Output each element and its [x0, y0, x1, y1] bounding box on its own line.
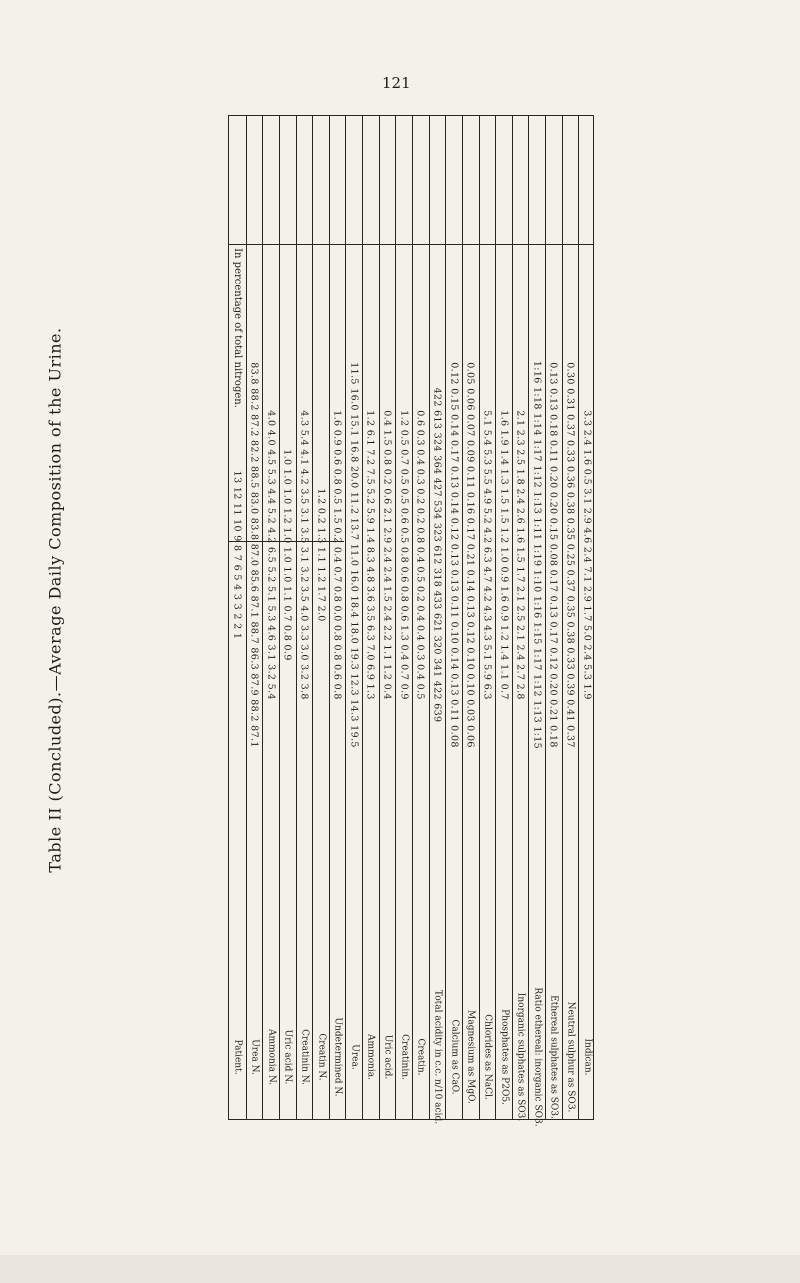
data-table: In percentage of total nitrogen. Patient. 13 12 11 10 9 8 7 6 5 4 3 3 2 2 1 Urea N. 83.8 88.2 87.2 82.2 88.5 83.0 83.8 87.0 85.6 87.1 88.7 86.3 87.9 88.2 87.1 Ammonia N. 4.0 4.0 4.5 5.3 4.4 5.2 4.2 6.5 5.2 5.1 5.3 4.6 3.1 3.2 5.4 Uric acid N. 1.0 1.0 1.0 1.2 1.0 1.0 1.0 1.1 0.7 0.8 0.9 Creatinin N. 4.3 5.4 4.1 4.2 3.5 3.1 3.5 3.1 3.2 3.5 4.0 3.3 3.0 3.2 3.8 Creatin N. 1.2 0.2 1.3 1.1 1.2 1.7 2.0 Undetermined N. 1.6 0.9 0.6 0.8 0.5 1.5 0.2 0.4 0.7 0.8 0.0 0.8 0.8 0.6 0.8 Urea. 11.5 16.0 15.1 16.8 20.0 11.2 13.7 11.0 16.0 18.4 18.0 19.3 12.3 14.3 19.5 Ammonia. 1.2 6.1 7.2 7.5 5.2 5.9 1.4 8.3 4.8 3.6 3.5 6.3 7.0 6.9 1.3 Uric acid. 0.4 1.5 0.8 0.2 0.6 2.1 2.9 2.4 2.4 1.5 2.4 2.2 1.1 1.2 0.4 Creatinin. 1.2 0.5 0.7 0.5 0.5 0.6 0.5 0.8 0.6 0.8 0.6 1.3 0.4 0.7 0.9 Creatin. 0.6 0.3 0.4 0.3 0.2 0.2 0.8 0.4 0.5 0.2 0.4 0.4 0.3 0.4 0.5 Total acidity in c.c. n/10 acid. 422 613 324 364 427 534 323 612 318 433 621 320 341 422 639 Calcium as CaO. 0.12 0.15 0.14 0.17 0.13 0.14 0.12 0.13 0.13 0.11 0.10 0.14 0.13 0.11 0.08 Magnesium as MgO. 0.05 0.06 0.07 0.09 0.11 0.16 0.17 0.21 0.14 0.13 0.12 0.10 0.10 0.03 0.06 Chlorides as NaCl. 5.1 5.4 5.3 5.5 4.9 5.2 4.2 6.3 4.7 4.2 4.3 4.3 5.1 5.9 6.3 Phosphates as P2O5. 1.6 1.9 1.4 1.3 1.5 1.5 1.2 1.0 0.9 1.6 0.9 1.2 1.4 1.1 0.7 Inorganic sulphates as SO3. 2.1 2.3 2.5 1.8 2.4 2.6 1.6 1.5 1.7 2.1 2.5 2.1 2.4 2.7 2.8 Ratio ethereal: inorganic SO3. 1:16 1:18 1:14 1:17 1:12 1:13 1:11 1:19 1:10 1:16 1:15 1:17 1:12 1:13 1:15 Ethereal sulphates as SO3. 0.13 0.13 0.18 0.11 0.20 0.20 0.15 0.08 0.17 0.13 0.17 0.12 0.20 0.21 0.18 Neutral sulphur as SO3. 0.30 0.31 0.37 0.33 0.36 0.38 0.35 0.25 0.37 0.35 0.38 0.33 0.39 0.41 0.37 Indican. 3.3 2.4 1.6 0.5 3.1 2.9 4.6 2.4 7.1 2.9 1.7 5.0 2.4 5.3 1.9	[228, 115, 594, 1120]
column-divider	[562, 116, 563, 1119]
column-divider	[329, 116, 330, 1119]
column-divider	[495, 116, 496, 1119]
column-divider	[479, 116, 480, 1119]
column-divider	[379, 116, 380, 1119]
column-divider	[578, 116, 579, 1119]
column-divider	[296, 116, 297, 1119]
column-divider	[528, 116, 529, 1119]
page-bottom-edge	[0, 1255, 800, 1283]
column-divider	[279, 116, 280, 1119]
column-divider	[429, 116, 430, 1119]
column-divider	[262, 116, 263, 1119]
column-divider	[545, 116, 546, 1119]
page-number: 121	[382, 74, 411, 92]
column-divider	[312, 116, 313, 1119]
column-divider	[246, 116, 247, 1119]
column-divider	[362, 116, 363, 1119]
column-divider	[445, 116, 446, 1119]
column-divider	[412, 116, 413, 1119]
column-divider	[512, 116, 513, 1119]
column-divider	[462, 116, 463, 1119]
column-divider	[395, 116, 396, 1119]
column-divider	[345, 116, 346, 1119]
